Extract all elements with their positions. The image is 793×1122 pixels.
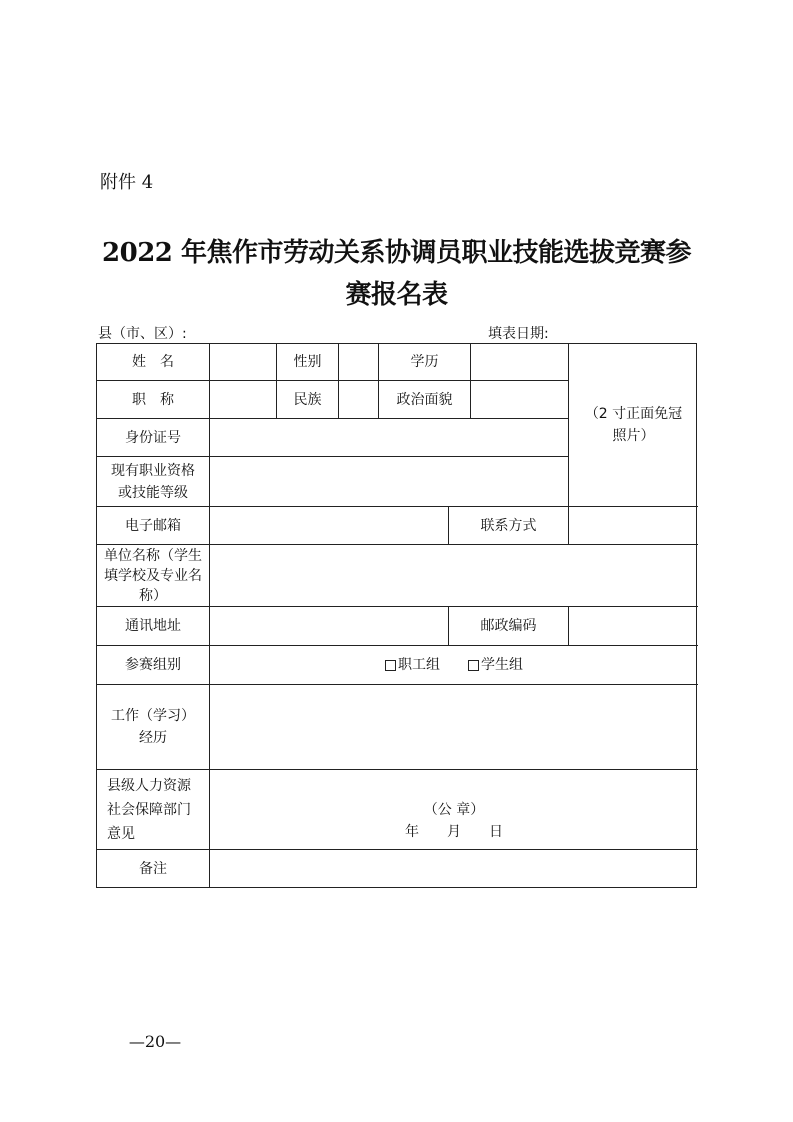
- student-group-checkbox[interactable]: [468, 660, 479, 671]
- qualification-field[interactable]: [210, 457, 569, 507]
- id-label: 身份证号: [97, 419, 210, 457]
- title-line-2: 赛报名表: [345, 280, 448, 310]
- document-title: [70, 232, 723, 316]
- fill-date-label: 填表日期:: [488, 326, 549, 342]
- email-label: 电子邮箱: [97, 507, 210, 545]
- worker-group-label: 职工组: [398, 657, 440, 673]
- student-group-label: 学生组: [481, 657, 523, 673]
- remarks-field[interactable]: [210, 850, 698, 887]
- experience-label: 工作（学习）经历: [97, 685, 210, 770]
- group-label: 参赛组别: [97, 646, 210, 685]
- postcode-label: 邮政编码: [449, 607, 569, 646]
- postcode-field[interactable]: [569, 607, 698, 646]
- unit-label: 单位名称（学生填学校及专业名称）: [97, 545, 210, 607]
- unit-field[interactable]: [210, 545, 698, 607]
- name-field[interactable]: [210, 344, 277, 381]
- political-field[interactable]: [471, 381, 569, 419]
- qualification-label: 现有职业资格或技能等级: [97, 457, 210, 507]
- gender-field[interactable]: [339, 344, 379, 381]
- seal-date: 年 月 日: [405, 823, 503, 840]
- title-field[interactable]: [210, 381, 277, 419]
- address-field[interactable]: [210, 607, 449, 646]
- name-label: 姓名: [97, 344, 210, 381]
- title-label: 职称: [97, 381, 210, 419]
- contact-label: 联系方式: [449, 507, 569, 545]
- ethnicity-label: 民族: [277, 381, 339, 419]
- title-line-1: 2022 年焦作市劳动关系协调员职业技能选拔竞赛参: [102, 238, 691, 268]
- address-label: 通讯地址: [97, 607, 210, 646]
- county-label: 县（市、区）:: [98, 326, 187, 342]
- photo-note: （2 寸正面免冠照片）: [584, 406, 683, 444]
- seal-text: （公 章）: [423, 801, 485, 818]
- id-field[interactable]: [210, 419, 569, 457]
- worker-group-checkbox[interactable]: [385, 660, 396, 671]
- registration-form: [96, 343, 697, 888]
- attachment-label: 附件 4: [100, 172, 154, 193]
- seal-block: [405, 777, 503, 843]
- student-group-option[interactable]: [468, 654, 523, 676]
- opinion-label: 县级人力资源社会保障部门意见: [97, 770, 210, 850]
- email-field[interactable]: [210, 507, 449, 545]
- political-label: 政治面貌: [379, 381, 471, 419]
- group-field: [210, 646, 698, 685]
- education-label: 学历: [379, 344, 471, 381]
- opinion-field[interactable]: [210, 770, 698, 850]
- remarks-label: 备注: [97, 850, 210, 887]
- photo-area[interactable]: [569, 344, 698, 507]
- ethnicity-field[interactable]: [339, 381, 379, 419]
- education-field[interactable]: [471, 344, 569, 381]
- worker-group-option[interactable]: [385, 654, 440, 676]
- page-number: —20—: [128, 1032, 182, 1051]
- gender-label: 性别: [277, 344, 339, 381]
- contact-field[interactable]: [569, 507, 698, 545]
- experience-field[interactable]: [210, 685, 698, 770]
